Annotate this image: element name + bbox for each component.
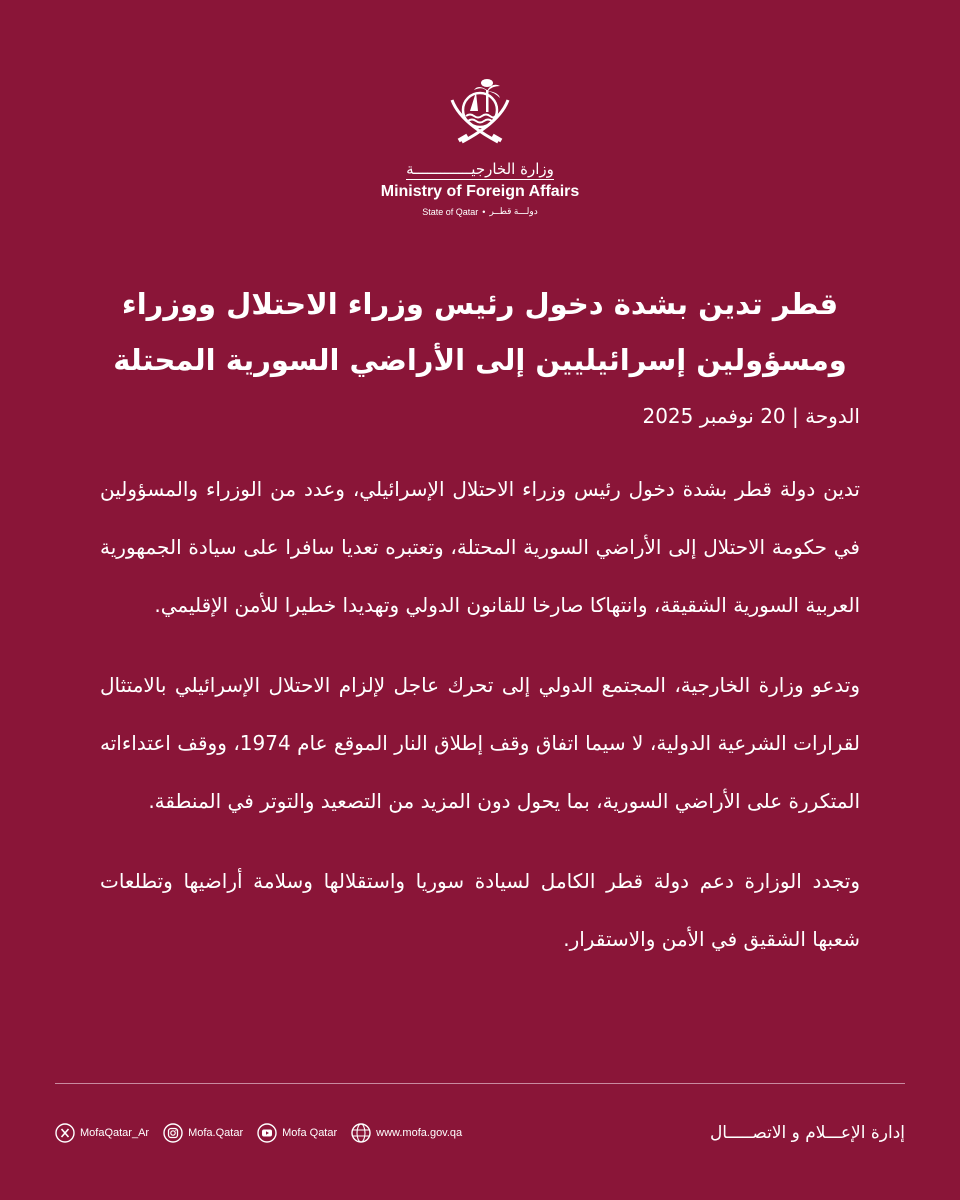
- footer-divider: [55, 1083, 905, 1084]
- x-icon: [55, 1123, 75, 1143]
- paragraph-1: تدين دولة قطر بشدة دخول رئيس وزراء الاحتلال الإسرائيلي، وعدد من الوزراء والمسؤولين في حكومة الاحتلال إلى الأراضي السورية المحتلة، وتعتبره تعديا سافرا على سيادة الجمهورية العربية السورية الشقيقة، وانتهاكا صارخا للقانون الدولي وتهديدا خطيرا للأمن الإقليمي.: [100, 477, 860, 617]
- instagram-icon: [163, 1123, 183, 1143]
- statement-body: [100, 460, 860, 990]
- social-website[interactable]: [351, 1123, 462, 1143]
- social-links: [55, 1123, 462, 1143]
- social-x-label: MofaQatar_Ar: [80, 1127, 150, 1139]
- ministry-logo: [0, 70, 960, 217]
- qatar-emblem-icon: [440, 70, 520, 150]
- social-instagram[interactable]: [163, 1123, 243, 1143]
- globe-icon: [351, 1123, 371, 1143]
- footer: [55, 1123, 905, 1143]
- social-youtube-label: Mofa Qatar: [282, 1127, 338, 1139]
- state-name-english: State of Qatar: [422, 206, 479, 217]
- dateline: الدوحة | 20 نوفمبر 2025: [642, 404, 860, 428]
- social-x[interactable]: [55, 1123, 149, 1143]
- social-website-label: www.mofa.gov.qa: [376, 1127, 463, 1139]
- ministry-name-arabic: وزارة الخارجيـــــــــــــة: [406, 160, 554, 178]
- separator-dot-icon: •: [482, 206, 486, 217]
- state-of-qatar-label: [422, 206, 537, 217]
- paragraph-3: وتجدد الوزارة دعم دولة قطر الكامل لسيادة سوريا واستقلالها وسلامة أراضيها وتطلعات شعبها الشقيق في الأمن والاستقرار.: [100, 869, 860, 951]
- department-name: إدارة الإعـــلام و الاتصـــــال: [709, 1123, 905, 1143]
- youtube-icon: [257, 1123, 277, 1143]
- paragraph-2: وتدعو وزارة الخارجية، المجتمع الدولي إلى تحرك عاجل لإلزام الاحتلال الإسرائيلي بالامتثال لقرارات الشرعية الدولية، لا سيما اتفاق وقف إطلاق النار الموقع عام 1974، ووقف اعتداءاته المتكررة على الأراضي السورية، بما يحول دون المزيد من التصعيد والتوتر في المنطقة.: [100, 673, 860, 813]
- social-instagram-label: Mofa.Qatar: [188, 1127, 244, 1139]
- ministry-name-english: Ministry of Foreign Affairs: [380, 183, 580, 200]
- statement-title: قطر تدين بشدة دخول رئيس وزراء الاحتلال ووزراء ومسؤولين إسرائيليين إلى الأراضي السورية المحتلة: [113, 287, 847, 377]
- state-name-arabic: دولـــة قطــر: [489, 206, 538, 216]
- social-youtube[interactable]: [257, 1123, 337, 1143]
